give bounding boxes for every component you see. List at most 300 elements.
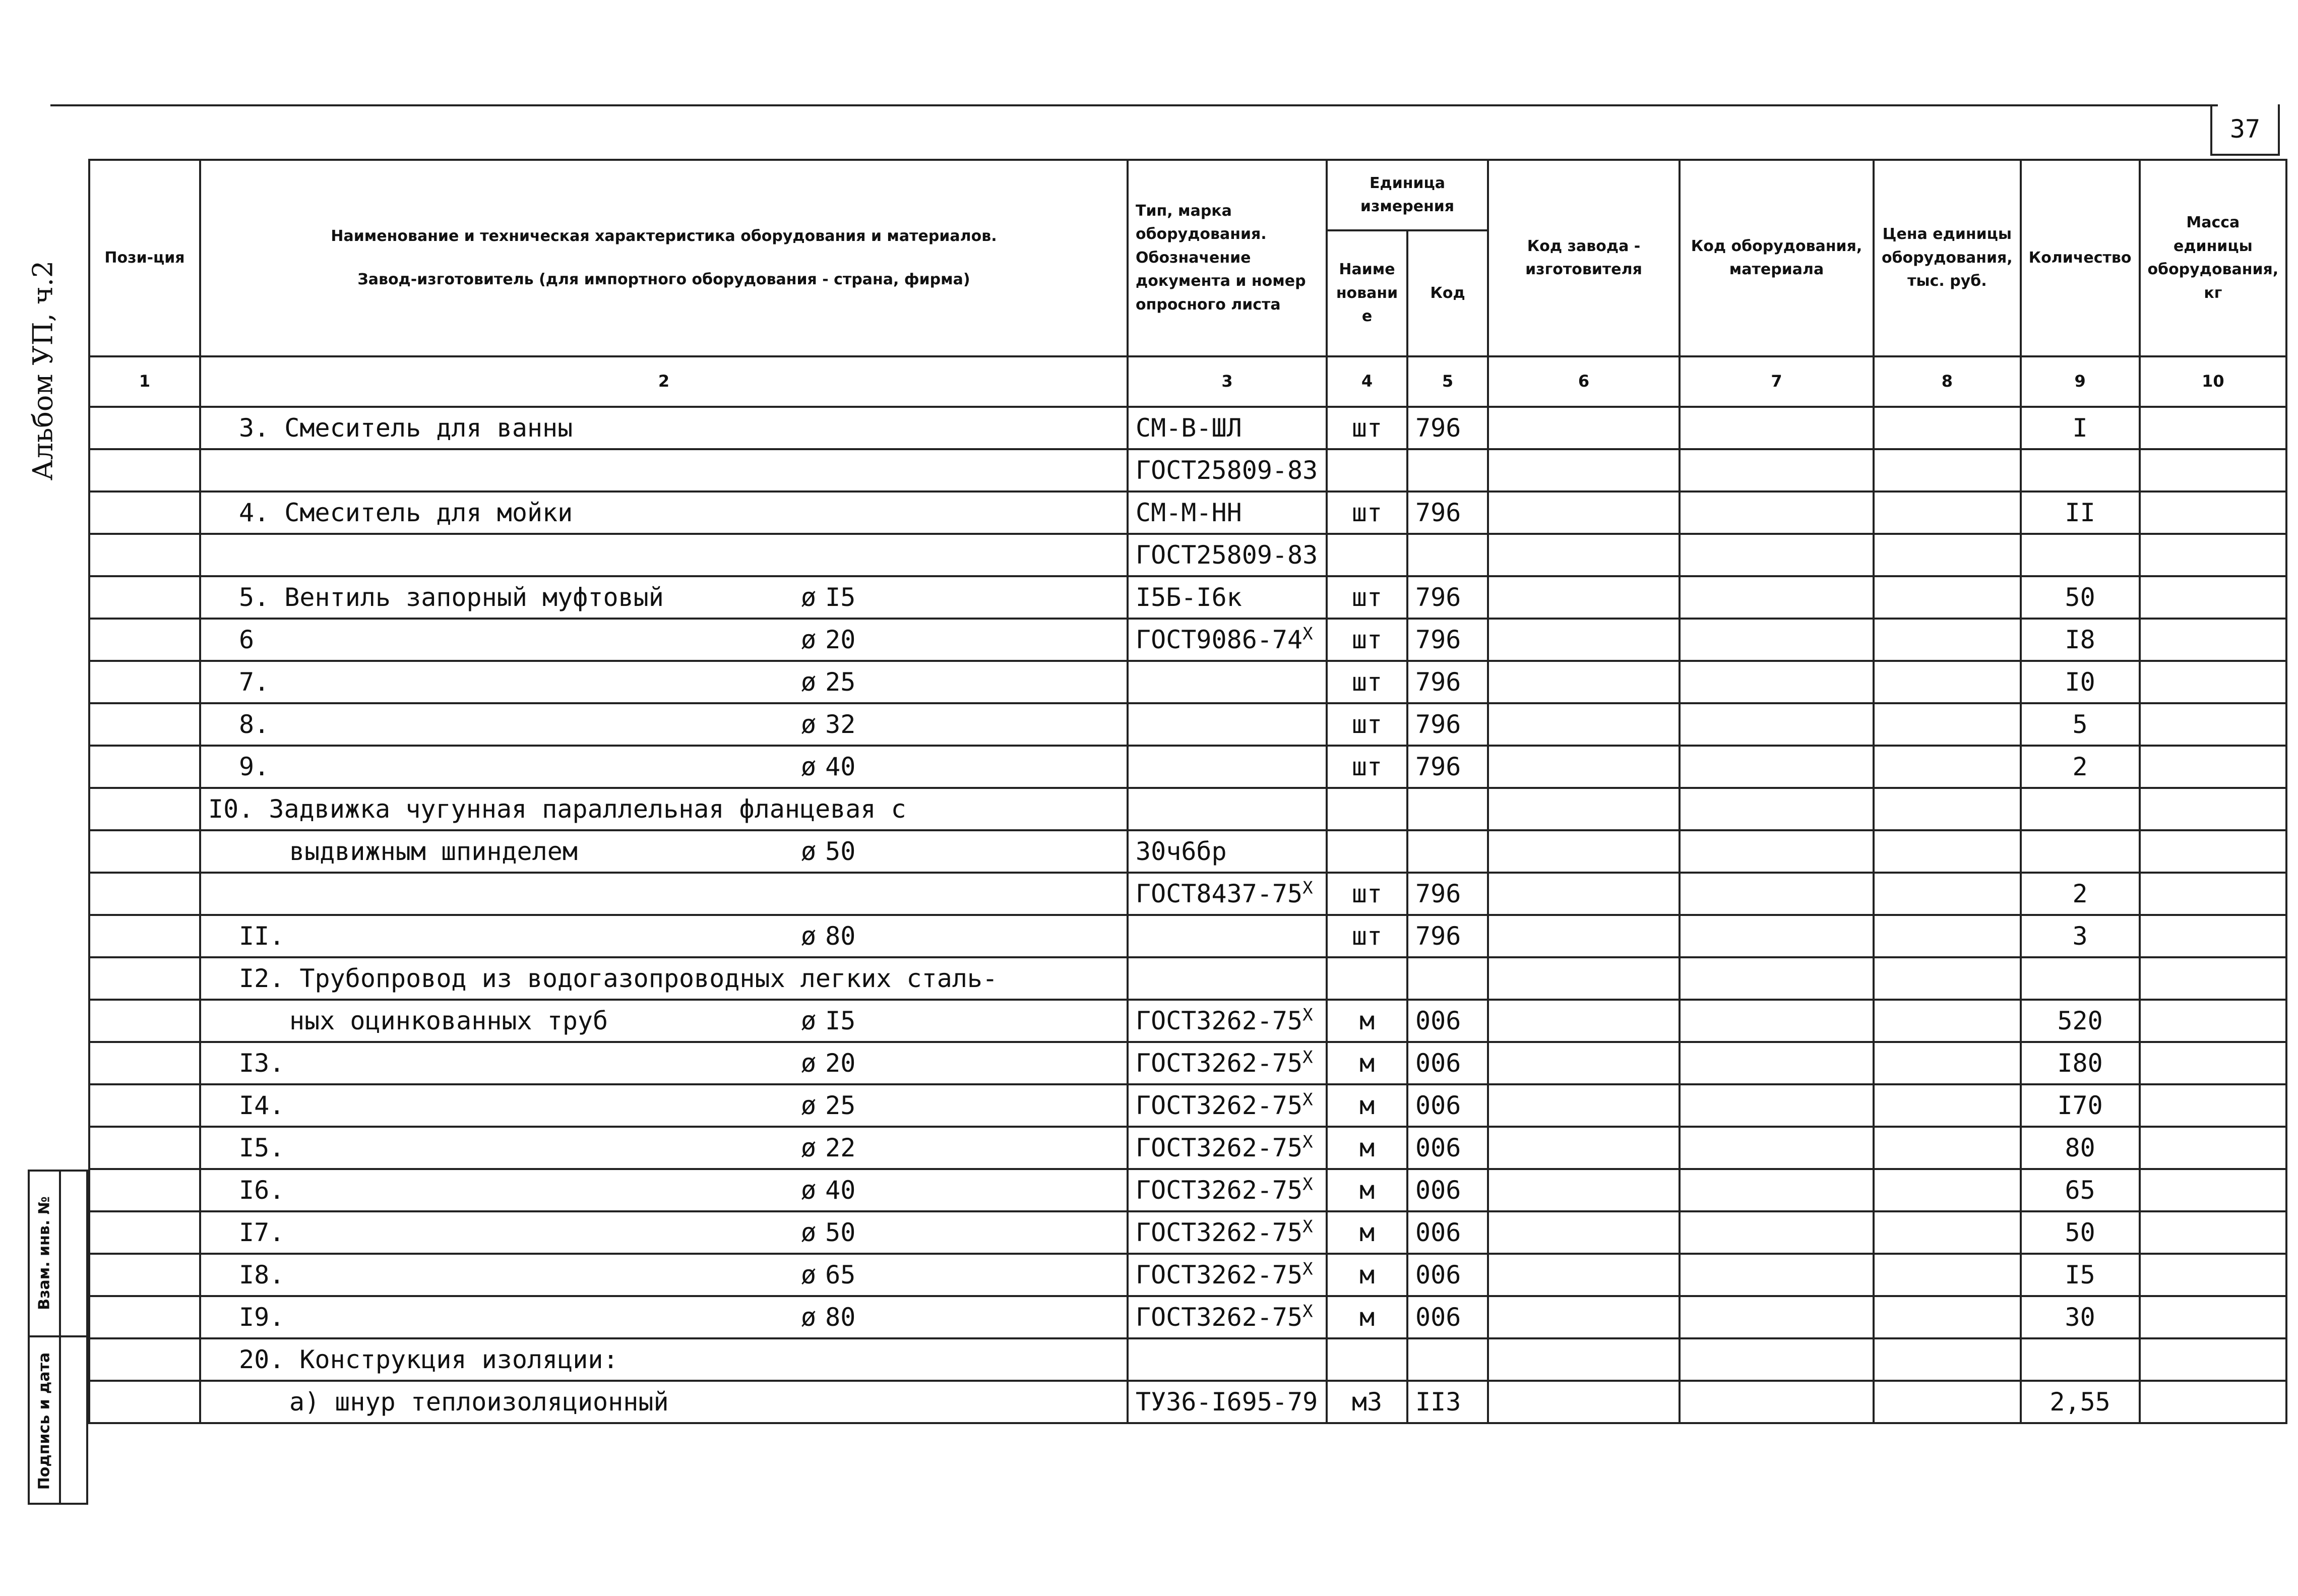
type-superscript: X [1302, 1089, 1313, 1110]
column-number: 1 [89, 356, 200, 407]
name-cell [200, 957, 1128, 1000]
item-name: 8. [239, 710, 270, 739]
name-cell [200, 873, 1128, 915]
stamp-top-label: Взам. инв. № [35, 1196, 53, 1310]
stamp-bottom-label: Подпись и дата [35, 1352, 53, 1490]
unit-code-cell: 006 [1407, 1211, 1488, 1254]
factory-code-cell [1488, 1254, 1680, 1296]
item-name: I9. [239, 1303, 285, 1332]
price-cell [1874, 873, 2021, 915]
header-type: Тип, марка оборудования. Обозначение документа и номер опросного листа [1128, 160, 1327, 356]
table-row [89, 407, 2286, 449]
type-superscript: X [1302, 1259, 1313, 1279]
type-cell [1128, 1338, 1327, 1381]
type-designation: ГОСТ9086-74 [1136, 625, 1303, 654]
unit-code-cell: 006 [1407, 1127, 1488, 1169]
mass-cell [2140, 1042, 2287, 1084]
type-cell [1128, 449, 1327, 492]
mass-cell [2140, 407, 2287, 449]
diameter-value: I5 [825, 583, 856, 612]
quantity-cell [2021, 534, 2140, 576]
specification-table [88, 159, 2287, 1424]
equipment-code-cell [1680, 1338, 1874, 1381]
position-cell [89, 619, 200, 661]
diameter-value: I5 [825, 1006, 856, 1035]
position-cell [89, 1211, 200, 1254]
price-cell [1874, 449, 2021, 492]
quantity-cell: 5 [2021, 703, 2140, 746]
price-cell [1874, 1000, 2021, 1042]
diameter-value: 25 [825, 667, 856, 697]
mass-cell [2140, 1296, 2287, 1338]
header-mass: Масса единицы оборудования, кг [2140, 160, 2287, 356]
name-cell [200, 1254, 1128, 1296]
mass-cell [2140, 534, 2287, 576]
equipment-code-cell [1680, 576, 1874, 619]
type-superscript: X [1302, 1005, 1313, 1025]
equipment-code-cell [1680, 449, 1874, 492]
unit-code-cell [1407, 788, 1488, 830]
unit-code-cell: 796 [1407, 492, 1488, 534]
position-cell [89, 915, 200, 957]
diameter [801, 1176, 855, 1205]
quantity-cell: I5 [2021, 1254, 2140, 1296]
type-designation: ТУ36-I695-79 [1136, 1387, 1318, 1417]
diameter-icon: ø [801, 1091, 817, 1120]
header-name-line2: Завод-изготовитель (для импортного оборудования - страна, фирма) [357, 271, 970, 288]
equipment-code-cell [1680, 1084, 1874, 1127]
type-cell [1128, 957, 1327, 1000]
item-name: I0. Задвижка чугунная параллельная фланцевая с [208, 794, 906, 824]
unit-code-cell: 006 [1407, 1296, 1488, 1338]
diameter [801, 752, 855, 781]
factory-code-cell [1488, 534, 1680, 576]
quantity-cell: 2 [2021, 873, 2140, 915]
unit-code-cell [1407, 957, 1488, 1000]
diameter-icon: ø [801, 922, 817, 951]
item-name: I8. [239, 1260, 285, 1290]
table-row [89, 661, 2286, 703]
unit-cell: м [1327, 1084, 1407, 1127]
diameter [801, 1218, 855, 1247]
mass-cell [2140, 1000, 2287, 1042]
factory-code-cell [1488, 1211, 1680, 1254]
diameter-value: 50 [825, 837, 856, 866]
header-quantity: Количество [2021, 160, 2140, 356]
diameter [801, 1303, 855, 1332]
position-cell [89, 703, 200, 746]
position-cell [89, 746, 200, 788]
position-cell [89, 576, 200, 619]
factory-code-cell [1488, 957, 1680, 1000]
name-cell [200, 407, 1128, 449]
equipment-code-cell [1680, 1296, 1874, 1338]
factory-code-cell [1488, 1296, 1680, 1338]
item-name: 6 [239, 625, 255, 654]
item-name: I7. [239, 1218, 285, 1247]
header-unit-price: Цена единицы оборудования, тыс. руб. [1874, 160, 2021, 356]
type-superscript: X [1302, 878, 1313, 898]
unit-cell: шт [1327, 619, 1407, 661]
unit-cell: шт [1327, 746, 1407, 788]
equipment-code-cell [1680, 915, 1874, 957]
diameter [801, 583, 855, 612]
column-number: 9 [2021, 356, 2140, 407]
type-cell [1128, 619, 1327, 661]
mass-cell [2140, 661, 2287, 703]
position-cell [89, 1000, 200, 1042]
item-name: 20. Конструкция изоляции: [239, 1345, 618, 1374]
name-cell [200, 534, 1128, 576]
item-name: I6. [239, 1176, 285, 1205]
type-cell [1128, 830, 1327, 873]
diameter-icon: ø [801, 1260, 817, 1290]
diameter-value: 40 [825, 752, 856, 781]
unit-cell [1327, 449, 1407, 492]
unit-code-cell: 796 [1407, 619, 1488, 661]
type-cell [1128, 1127, 1327, 1169]
column-number: 2 [200, 356, 1128, 407]
table-row [89, 830, 2286, 873]
type-superscript: X [1302, 1047, 1313, 1068]
quantity-cell [2021, 1338, 2140, 1381]
table-body [89, 407, 2286, 1423]
table-row [89, 1254, 2286, 1296]
unit-code-cell: 006 [1407, 1000, 1488, 1042]
unit-code-cell: 796 [1407, 915, 1488, 957]
price-cell [1874, 915, 2021, 957]
type-designation: СМ-М-НН [1136, 498, 1242, 527]
table-row [89, 449, 2286, 492]
diameter [801, 667, 855, 697]
unit-code-cell: 796 [1407, 873, 1488, 915]
position-cell [89, 1338, 200, 1381]
table-row [89, 746, 2286, 788]
diameter [801, 625, 855, 654]
name-cell [200, 1211, 1128, 1254]
unit-cell: шт [1327, 576, 1407, 619]
price-cell [1874, 1084, 2021, 1127]
diameter-icon: ø [801, 1303, 817, 1332]
item-name: 5. Вентиль запорный муфтовый [239, 583, 664, 612]
factory-code-cell [1488, 703, 1680, 746]
type-designation: I5Б-I6к [1136, 583, 1242, 612]
diameter-icon: ø [801, 1218, 817, 1247]
header-unit-code: Код [1407, 230, 1488, 356]
quantity-cell: I0 [2021, 661, 2140, 703]
type-cell [1128, 1381, 1327, 1423]
unit-cell: м3 [1327, 1381, 1407, 1423]
factory-code-cell [1488, 449, 1680, 492]
name-cell [200, 1000, 1128, 1042]
type-designation: ГОСТ25809-83 [1136, 456, 1318, 485]
price-cell [1874, 1169, 2021, 1211]
name-cell [200, 915, 1128, 957]
name-cell [200, 1127, 1128, 1169]
quantity-cell [2021, 830, 2140, 873]
factory-code-cell [1488, 746, 1680, 788]
table-row [89, 576, 2286, 619]
factory-code-cell [1488, 1084, 1680, 1127]
diameter-value: 65 [825, 1260, 856, 1290]
unit-cell: шт [1327, 873, 1407, 915]
header-position: Пози-ция [89, 160, 200, 356]
name-cell [200, 830, 1128, 873]
unit-cell: м [1327, 1254, 1407, 1296]
mass-cell [2140, 788, 2287, 830]
unit-code-cell [1407, 1338, 1488, 1381]
equipment-code-cell [1680, 1127, 1874, 1169]
diameter-icon: ø [801, 1133, 817, 1162]
item-name: выдвижным шпинделем [289, 837, 578, 866]
position-cell [89, 830, 200, 873]
mass-cell [2140, 957, 2287, 1000]
factory-code-cell [1488, 1338, 1680, 1381]
album-label: Альбом УП, ч.2 [27, 260, 59, 481]
name-cell [200, 746, 1128, 788]
factory-code-cell [1488, 830, 1680, 873]
unit-cell: шт [1327, 407, 1407, 449]
item-name: а) шнур теплоизоляционный [289, 1387, 669, 1417]
type-cell [1128, 1254, 1327, 1296]
unit-code-cell [1407, 534, 1488, 576]
header-equipment-code: Код оборудования, материала [1680, 160, 1874, 356]
item-name: I2. Трубопровод из водогазопроводных легких сталь- [239, 964, 998, 993]
table-row [89, 1381, 2286, 1423]
quantity-cell [2021, 957, 2140, 1000]
item-name: 7. [239, 667, 270, 697]
unit-cell [1327, 1338, 1407, 1381]
type-cell [1128, 576, 1327, 619]
item-name: II. [239, 922, 285, 951]
type-designation: ГОСТ3262-75 [1136, 1091, 1303, 1120]
type-cell [1128, 1169, 1327, 1211]
equipment-code-cell [1680, 957, 1874, 1000]
mass-cell [2140, 1381, 2287, 1423]
unit-code-cell: 796 [1407, 576, 1488, 619]
factory-code-cell [1488, 407, 1680, 449]
unit-code-cell: 006 [1407, 1254, 1488, 1296]
approval-stamp [28, 1170, 88, 1505]
name-cell [200, 1381, 1128, 1423]
type-superscript: X [1302, 1301, 1313, 1322]
factory-code-cell [1488, 661, 1680, 703]
table-row [89, 788, 2286, 830]
name-cell [200, 661, 1128, 703]
type-designation: ГОСТ8437-75 [1136, 879, 1303, 908]
item-name: I5. [239, 1133, 285, 1162]
diameter-value: 22 [825, 1133, 856, 1162]
unit-cell: м [1327, 1296, 1407, 1338]
factory-code-cell [1488, 619, 1680, 661]
equipment-code-cell [1680, 1381, 1874, 1423]
header-name [200, 160, 1128, 356]
column-number: 5 [1407, 356, 1488, 407]
unit-code-cell: 796 [1407, 703, 1488, 746]
diameter [801, 1260, 855, 1290]
position-cell [89, 788, 200, 830]
mass-cell [2140, 1084, 2287, 1127]
type-cell [1128, 661, 1327, 703]
column-number: 3 [1128, 356, 1327, 407]
name-cell [200, 788, 1128, 830]
quantity-cell: 50 [2021, 1211, 2140, 1254]
diameter [801, 837, 855, 866]
quantity-cell: II [2021, 492, 2140, 534]
equipment-code-cell [1680, 1211, 1874, 1254]
position-cell [89, 1042, 200, 1084]
mass-cell [2140, 830, 2287, 873]
unit-code-cell: 796 [1407, 746, 1488, 788]
quantity-cell: 520 [2021, 1000, 2140, 1042]
unit-code-cell: 796 [1407, 407, 1488, 449]
unit-cell: м [1327, 1127, 1407, 1169]
page-number: 37 [2210, 104, 2280, 156]
diameter-icon: ø [801, 667, 817, 697]
unit-cell [1327, 534, 1407, 576]
type-designation: ГОСТ25809-83 [1136, 540, 1318, 570]
equipment-code-cell [1680, 746, 1874, 788]
quantity-cell: 3 [2021, 915, 2140, 957]
type-superscript: X [1302, 1216, 1313, 1237]
column-number: 8 [1874, 356, 2021, 407]
table-row [89, 873, 2286, 915]
mass-cell [2140, 1338, 2287, 1381]
equipment-code-cell [1680, 619, 1874, 661]
position-cell [89, 1381, 200, 1423]
table-row [89, 1169, 2286, 1211]
mass-cell [2140, 619, 2287, 661]
type-superscript: X [1302, 1174, 1313, 1195]
quantity-cell: I [2021, 407, 2140, 449]
position-cell [89, 1296, 200, 1338]
mass-cell [2140, 746, 2287, 788]
type-cell [1128, 873, 1327, 915]
quantity-cell: I70 [2021, 1084, 2140, 1127]
mass-cell [2140, 449, 2287, 492]
mass-cell [2140, 1169, 2287, 1211]
diameter-value: 80 [825, 1303, 856, 1332]
position-cell [89, 873, 200, 915]
item-name: 4. Смеситель для мойки [239, 498, 573, 527]
type-superscript: X [1302, 624, 1313, 644]
type-cell [1128, 407, 1327, 449]
type-cell [1128, 915, 1327, 957]
item-name: ных оцинкованных труб [289, 1006, 608, 1035]
position-cell [89, 661, 200, 703]
header-unit-group: Единица измерения [1327, 160, 1488, 230]
position-cell [89, 1169, 200, 1211]
name-cell [200, 449, 1128, 492]
mass-cell [2140, 703, 2287, 746]
name-cell [200, 576, 1128, 619]
unit-cell: м [1327, 1211, 1407, 1254]
price-cell [1874, 1254, 2021, 1296]
quantity-cell: 30 [2021, 1296, 2140, 1338]
unit-code-cell: 006 [1407, 1169, 1488, 1211]
diameter-value: 25 [825, 1091, 856, 1120]
position-cell [89, 449, 200, 492]
mass-cell [2140, 576, 2287, 619]
quantity-cell: I80 [2021, 1042, 2140, 1084]
diameter [801, 710, 855, 739]
position-cell [89, 407, 200, 449]
diameter-icon: ø [801, 1006, 817, 1035]
factory-code-cell [1488, 1169, 1680, 1211]
price-cell [1874, 1211, 2021, 1254]
unit-cell: шт [1327, 915, 1407, 957]
factory-code-cell [1488, 915, 1680, 957]
unit-cell: шт [1327, 661, 1407, 703]
diameter-icon: ø [801, 837, 817, 866]
table-row [89, 1127, 2286, 1169]
quantity-cell: I8 [2021, 619, 2140, 661]
diameter [801, 1133, 855, 1162]
price-cell [1874, 788, 2021, 830]
type-cell [1128, 788, 1327, 830]
quantity-cell: 80 [2021, 1127, 2140, 1169]
factory-code-cell [1488, 873, 1680, 915]
equipment-code-cell [1680, 1042, 1874, 1084]
price-cell [1874, 407, 2021, 449]
unit-code-cell [1407, 830, 1488, 873]
type-designation: 30ч6бр [1136, 837, 1227, 866]
price-cell [1874, 1338, 2021, 1381]
type-designation: ГОСТ3262-75 [1136, 1176, 1303, 1205]
type-cell [1128, 1084, 1327, 1127]
type-designation: ГОСТ3262-75 [1136, 1218, 1303, 1247]
price-cell [1874, 703, 2021, 746]
table-row [89, 1338, 2286, 1381]
equipment-code-cell [1680, 703, 1874, 746]
type-cell [1128, 534, 1327, 576]
type-cell [1128, 1042, 1327, 1084]
unit-code-cell: 796 [1407, 661, 1488, 703]
price-cell [1874, 957, 2021, 1000]
equipment-code-cell [1680, 1000, 1874, 1042]
stamp-divider [30, 1335, 86, 1337]
price-cell [1874, 1127, 2021, 1169]
column-number: 10 [2140, 356, 2287, 407]
type-cell [1128, 1211, 1327, 1254]
diameter [801, 922, 855, 951]
unit-code-cell: II3 [1407, 1381, 1488, 1423]
price-cell [1874, 830, 2021, 873]
position-cell [89, 492, 200, 534]
quantity-cell [2021, 449, 2140, 492]
factory-code-cell [1488, 576, 1680, 619]
mass-cell [2140, 492, 2287, 534]
position-cell [89, 1084, 200, 1127]
header-unit-name: Наименование [1327, 230, 1407, 356]
diameter-value: 50 [825, 1218, 856, 1247]
item-name: I3. [239, 1049, 285, 1078]
table-row [89, 1211, 2286, 1254]
diameter-value: 80 [825, 922, 856, 951]
name-cell [200, 619, 1128, 661]
diameter [801, 1049, 855, 1078]
price-cell [1874, 1296, 2021, 1338]
type-designation: ГОСТ3262-75 [1136, 1006, 1303, 1035]
factory-code-cell [1488, 1127, 1680, 1169]
factory-code-cell [1488, 1042, 1680, 1084]
name-cell [200, 703, 1128, 746]
equipment-code-cell [1680, 661, 1874, 703]
quantity-cell: 65 [2021, 1169, 2140, 1211]
equipment-code-cell [1680, 873, 1874, 915]
equipment-code-cell [1680, 492, 1874, 534]
diameter-icon: ø [801, 625, 817, 654]
